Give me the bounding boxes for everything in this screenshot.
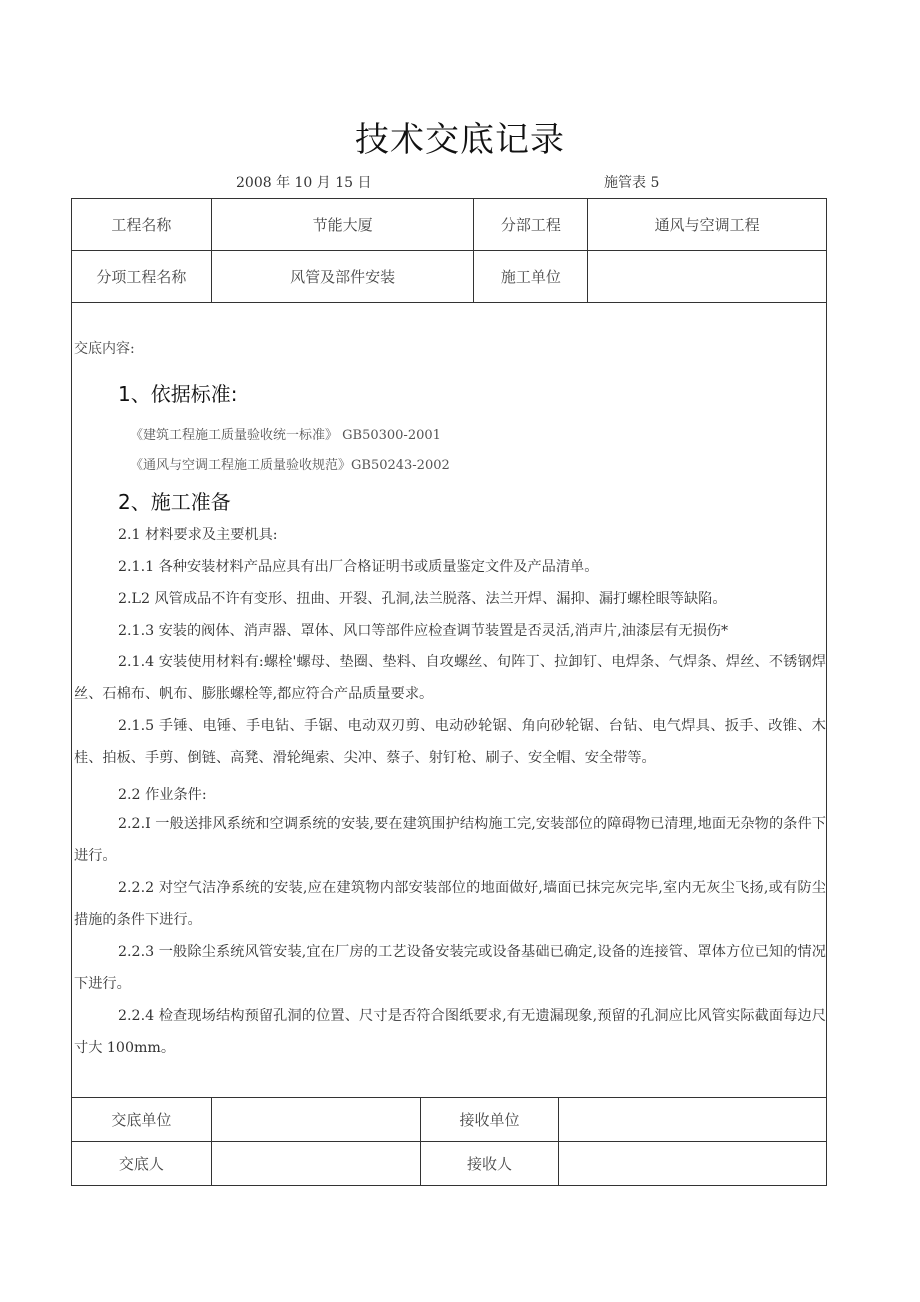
- table-row: [72, 251, 827, 303]
- project-name-label: 工程名称: [72, 199, 212, 251]
- receiver-value: [559, 1142, 827, 1186]
- issuer-label: 交底人: [72, 1142, 212, 1186]
- receiver-label: 接收人: [420, 1142, 559, 1186]
- table-row: [72, 1142, 827, 1186]
- document-date: 2008 年 10 月 15 日: [236, 175, 372, 191]
- issuer-value: [211, 1142, 420, 1186]
- division-label: 分部工程: [474, 199, 588, 251]
- clause-2-2: 2.2 作业条件:: [118, 787, 207, 803]
- clause-2-1-2: 2.L2 风管成品不许有变形、扭曲、开裂、孔洞,法兰脱落、法兰开焊、漏抑、漏打螺栓眼等缺陷。: [118, 591, 727, 607]
- content-label: 交底内容:: [74, 341, 135, 357]
- subitem-value: 风管及部件安装: [211, 251, 474, 303]
- clause-2-1-3: 2.1.3 安装的阀体、消声器、罩体、风口等部件应检查调节装置是否灵活,消声片,油漆层有无损伤*: [118, 623, 729, 639]
- table-row: [72, 199, 827, 251]
- project-name-value: 节能大厦: [211, 199, 474, 251]
- clause-2-2-2: 2.2.2 对空气洁净系统的安装,应在建筑物内部安装部位的地面做好,墙面已抹完灰完毕,室内无灰尘飞扬,或有防尘措施的条件下进行。: [74, 880, 826, 928]
- document-title: 技术交底记录: [355, 120, 565, 160]
- clause-2-1-5: 2.1.5 手锤、电锤、手电钻、手锯、电动双刃剪、电动砂轮锯、角向砂轮锯、台钻、电气焊具、扳手、改锥、木桂、拍板、手剪、倒链、高凳、滑轮绳索、尖冲、蔡子、射钉枪、刷子、安全帽、安全带等。: [74, 718, 826, 766]
- table-row: [72, 1098, 827, 1142]
- standard-1: 《建筑工程施工质量验收统一标准》 GB50300-2001: [130, 428, 441, 443]
- receiver-unit-value: [559, 1098, 827, 1142]
- section-1-heading: 1、依据标准:: [118, 382, 238, 406]
- header-table: [71, 198, 827, 303]
- division-value: 通风与空调工程: [588, 199, 827, 251]
- clause-2-1-4: 2.1.4 安装使用材料有:螺栓'螺母、垫圈、垫料、自攻螺丝、旬阵丁、拉卸钉、电焊条、气焊条、焊丝、不锈钢焊丝、石棉布、帆布、膨胀螺栓等,都应符合产品质量要求。: [74, 654, 826, 702]
- clause-2-1: 2.1 材料要求及主要机具:: [118, 527, 278, 543]
- signature-table: [71, 1097, 827, 1186]
- clause-2-2-4: 2.2.4 检查现场结构预留孔洞的位置、尺寸是否符合图纸要求,有无遗漏现象,预留的孔洞应比风管实际截面每边尺寸大 100mm。: [74, 1008, 826, 1056]
- clause-2-2-1: 2.2.I 一般送排风系统和空调系统的安装,要在建筑围护结构施工完,安装部位的障碍物已清理,地面无杂物的条件下进行。: [74, 816, 826, 864]
- issuer-unit-label: 交底单位: [72, 1098, 212, 1142]
- issuer-unit-value: [211, 1098, 420, 1142]
- contractor-value: [588, 251, 827, 303]
- section-2-heading: 2、施工准备: [118, 490, 231, 514]
- standard-2: 《通风与空调工程施工质量验收规范》GB50243-2002: [130, 458, 450, 473]
- subitem-label: 分项工程名称: [72, 251, 212, 303]
- clause-2-1-1: 2.1.1 各种安装材料产品应具有出厂合格证明书或质量鉴定文件及产品清单。: [118, 559, 599, 575]
- clause-2-2-3: 2.2.3 一般除尘系统风管安装,宜在厂房的工艺设备安装完或设备基础已确定,设备的连接管、罩体方位已知的情况下进行。: [74, 944, 826, 992]
- form-number: 施管表 5: [604, 175, 660, 191]
- receiver-unit-label: 接收单位: [420, 1098, 559, 1142]
- contractor-label: 施工单位: [474, 251, 588, 303]
- disclosure-content: [71, 302, 827, 1097]
